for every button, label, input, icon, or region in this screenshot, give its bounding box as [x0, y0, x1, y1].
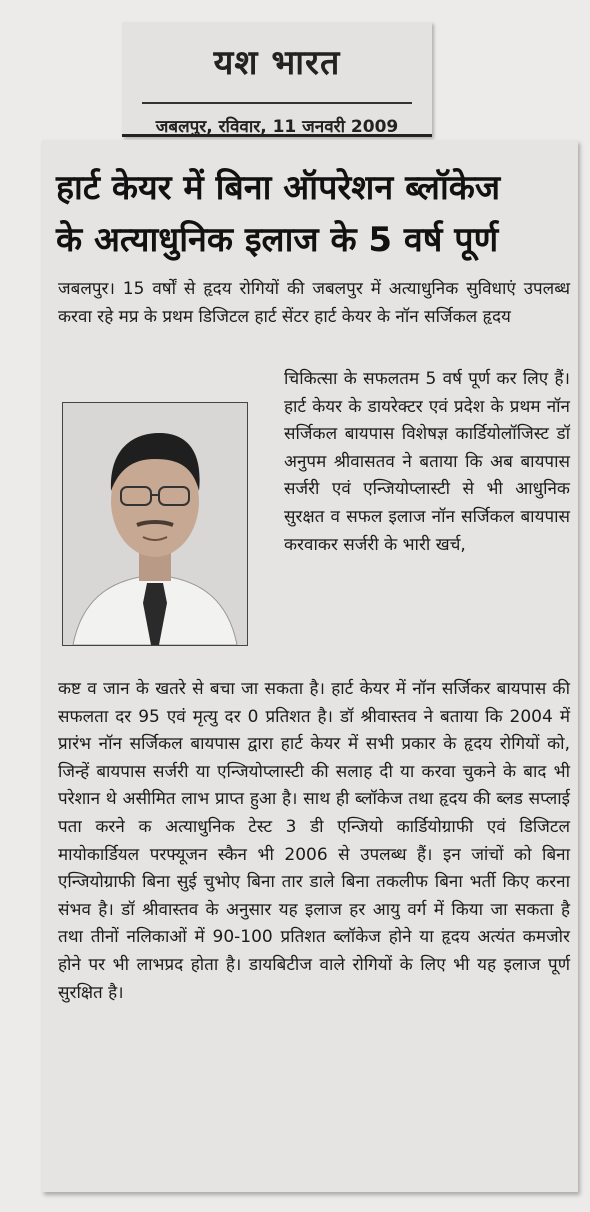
article-body-top: जबलपुर। 15 वर्षों से हृदय रोगियों की जबलपुर में अत्याधुनिक सुविधाएं उपलब्ध करवा रहे मप्र के प्रथम डिजिटल हार्ट सेंटर हार्ट केयर के नॉन सर्जिकल हृदय [58, 279, 570, 327]
masthead-rule [142, 102, 412, 104]
headline-line-2: के अत्याधुनिक इलाज के 5 वर्ष पूर्ण [56, 220, 499, 260]
paper-name: यश भारत [213, 43, 341, 83]
portrait-icon [63, 403, 247, 645]
article-body-side: चिकित्सा के सफलतम 5 वर्ष पूर्ण कर लिए हैं। हार्ट केयर के डायरेक्टर एवं प्रदेश के प्रथम नॉन सर्जिकल बायपास विशेषज्ञ कार्डियोलॉजिस्ट डॉ अनुपम श्रीवासतव ने बताया कि अब बायपास सर्जरी एवं एन्जियोप्लास्टी से भी आधुनिक सुरक्षत व सफल इलाज नॉन सर्जिकल बायपास करवाकर सर्जरी के भारी खर्च, [284, 369, 570, 555]
article-body-bottom: कष्ट व जान के खतरे से बचा जा सकता है। हार्ट केयर में नॉन सर्जिकर बायपास की सफलता दर 95 एवं मृत्यु दर 0 प्रतिशत है। डॉ श्रीवास्तव ने बताया कि 2004 में प्रारंभ नॉन सर्जिकल बायपास द्वारा हार्ट केयर में सभी प्रकार के हृदय रोगियों को, जिन्हें बायपास सर्जरी या एन्जियोप्लास्टी की सलाह दी या करवा चुकने के बाद भी परेशान थे असीमित लाभ प्राप्त हुआ है। साथ ही ब्लॉकेज तथा हृदय की ब्लड सप्लाई पता करने क अत्याधुनिक टेस्ट 3 डी एन्जियो कार्डियोग्राफी एवं डिजिटल मायोकार्डियल परफ्यूजन स्कैन भी 2006 से उपलब्ध हैं। इन जांचों को बिना एन्जियोग्राफी बिना सुई चुभोए बिना तार डाले बिना तकलीफ बिना भर्ती किए करना संभव है। डॉ श्रीवास्तव के अनुसार यह इलाज हर आयु वर्ग में किया जा सकता है तथा तीनों नलिकाओं में 90-100 प्रतिशत ब्लॉकेज होने या हृदय अत्यंत कमजोर होने पर भी लाभप्रद होता है। डायबिटीज वाले रोगियों के लिए भी यह इलाज पूर्ण सुरक्षित है। [58, 679, 570, 1003]
doctor-portrait-photo [62, 402, 248, 646]
article-clipping [42, 140, 578, 1192]
dateline: जबलपुर, रविवार, 11 जनवरी 2009 [155, 117, 399, 137]
masthead [122, 22, 432, 137]
headline-line-1: हार्ट केयर में बिना ऑपरेशन ब्लॉकेज [56, 168, 501, 208]
headline [56, 162, 566, 266]
